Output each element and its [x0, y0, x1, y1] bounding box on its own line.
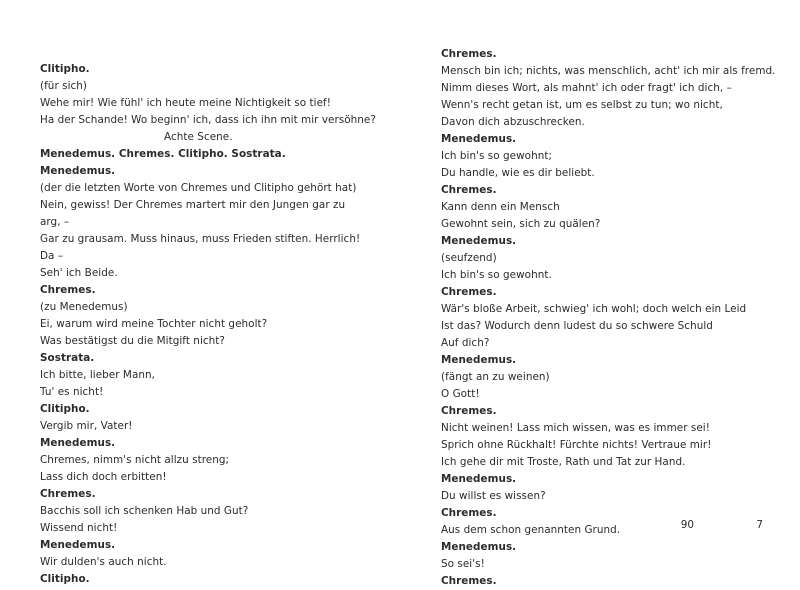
- right-speaker-label: Chremes.: [441, 575, 497, 587]
- left-text-line: (zu Menedemus): [40, 301, 128, 313]
- right-text-line: Ich bin's so gewohnt.: [441, 269, 552, 281]
- left-speaker-label: Menedemus.: [40, 437, 116, 449]
- right-speaker-label: Menedemus.: [441, 235, 517, 247]
- right-text-line: Nicht weinen! Lass mich wissen, was es immer sei!: [441, 422, 710, 434]
- page-number-left: 90: [680, 519, 694, 531]
- right-text-line: Gewohnt sein, sich zu quälen?: [441, 218, 601, 230]
- right-text-line: Du handle, wie es dir beliebt.: [441, 167, 595, 179]
- left-text-line: Chremes, nimm's nicht allzu streng;: [40, 454, 230, 466]
- right-text-line: Auf dich?: [441, 337, 490, 349]
- right-speaker-label: Menedemus.: [441, 473, 517, 485]
- right-text-line: Aus dem schon genannten Grund.: [441, 524, 621, 536]
- left-speaker-label: Clitipho.: [40, 573, 90, 585]
- left-text-line: Vergib mir, Vater!: [40, 420, 133, 432]
- right-speaker-label: Menedemus.: [441, 541, 517, 553]
- left-text-line: Lass dich doch erbitten!: [40, 471, 167, 483]
- page-number-right: 7: [756, 519, 763, 531]
- left-text-line: Tu' es nicht!: [40, 386, 104, 398]
- left-speaker-label: Chremes.: [40, 488, 96, 500]
- right-speaker-label: Menedemus.: [441, 133, 517, 145]
- right-text-line: Ich gehe dir mit Troste, Rath und Tat zur Hand.: [441, 456, 686, 468]
- left-text-line: (der die letzten Worte von Chremes und Clitipho gehört hat): [40, 182, 357, 194]
- right-text-line: Kann denn ein Mensch: [441, 201, 560, 213]
- right-text-line: Du willst es wissen?: [441, 490, 546, 502]
- left-text-line: Ei, warum wird meine Tochter nicht geholt?: [40, 318, 268, 330]
- right-speaker-label: Chremes.: [441, 507, 497, 519]
- left-speaker-label: Menedemus.: [40, 539, 116, 551]
- right-text-line: Ist das? Wodurch denn ludest du so schwere Schuld: [441, 320, 713, 332]
- right-speaker-label: Chremes.: [441, 48, 497, 60]
- right-text-line: Ich bin's so gewohnt;: [441, 150, 553, 162]
- left-scene-heading: Achte Scene.: [164, 131, 233, 143]
- left-text-line: Was bestätigst du die Mitgift nicht?: [40, 335, 225, 347]
- right-text-line: (seufzend): [441, 252, 497, 264]
- right-text-line: Davon dich abzuschrecken.: [441, 116, 585, 128]
- left-text-line: Da –: [40, 250, 64, 262]
- left-text-line: Ich bitte, lieber Mann,: [40, 369, 155, 381]
- left-cast-list: Menedemus. Chremes. Clitipho. Sostrata.: [40, 148, 286, 160]
- left-text-line: (für sich): [40, 80, 88, 92]
- right-speaker-label: Chremes.: [441, 286, 497, 298]
- right-text-column: [441, 46, 781, 590]
- right-text-line: Wär's bloße Arbeit, schwieg' ich wohl; doch welch ein Leid: [441, 303, 747, 315]
- left-text-line: Wir dulden's auch nicht.: [40, 556, 167, 568]
- left-text-line: arg, –: [40, 216, 70, 228]
- right-text-line: Mensch bin ich; nichts, was menschlich, acht' ich mir als fremd.: [441, 65, 776, 77]
- left-text-column: [40, 61, 390, 588]
- left-speaker-label: Sostrata.: [40, 352, 95, 364]
- right-text-line: (fängt an zu weinen): [441, 371, 550, 383]
- right-speaker-label: Chremes.: [441, 184, 497, 196]
- right-text-line: Sprich ohne Rückhalt! Fürchte nichts! Vertraue mir!: [441, 439, 712, 451]
- right-text-line: Wenn's recht getan ist, um es selbst zu tun; wo nicht,: [441, 99, 723, 111]
- right-text-line: O Gott!: [441, 388, 480, 400]
- left-text-line: Ha der Schande! Wo beginn' ich, dass ich ihn mit mir versöhne?: [40, 114, 376, 126]
- right-text-line: So sei's!: [441, 558, 485, 570]
- left-speaker-label: Clitipho.: [40, 63, 90, 75]
- left-speaker-label: Menedemus.: [40, 165, 116, 177]
- left-text-line: Bacchis soll ich schenken Hab und Gut?: [40, 505, 249, 517]
- right-speaker-label: Menedemus.: [441, 354, 517, 366]
- left-text-line: Seh' ich Beide.: [40, 267, 118, 279]
- left-text-line: Gar zu grausam. Muss hinaus, muss Frieden stiften. Herrlich!: [40, 233, 361, 245]
- right-text-line: Nimm dieses Wort, als mahnt' ich oder fragt' ich dich, –: [441, 82, 732, 94]
- left-text-line: Nein, gewiss! Der Chremes martert mir den Jungen gar zu: [40, 199, 346, 211]
- right-speaker-label: Chremes.: [441, 405, 497, 417]
- left-speaker-label: Chremes.: [40, 284, 96, 296]
- left-speaker-label: Clitipho.: [40, 403, 90, 415]
- left-text-line: Wehe mir! Wie fühl' ich heute meine Nichtigkeit so tief!: [40, 97, 331, 109]
- left-text-line: Wissend nicht!: [40, 522, 118, 534]
